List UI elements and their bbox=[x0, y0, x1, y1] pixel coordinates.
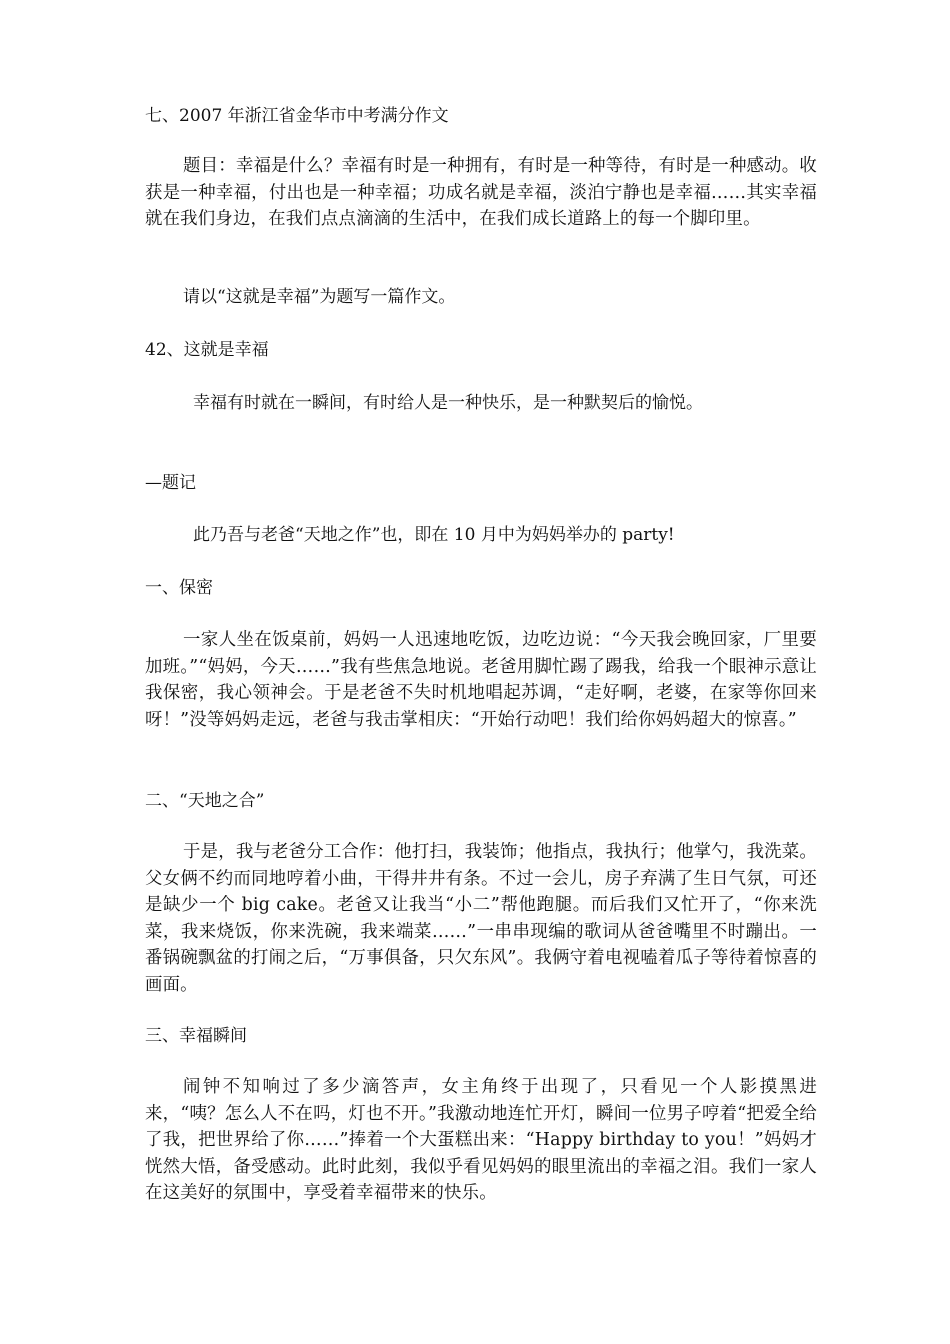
intro-line: 此乃吾与老爸“天地之作”也，即在 10 月中为妈妈举办的 party! bbox=[193, 525, 675, 545]
essay-title: 42、这就是幸福 bbox=[145, 340, 269, 360]
section-title: 七、2007 年浙江省金华市中考满分作文 bbox=[145, 106, 449, 126]
epigraph-label: —题记 bbox=[145, 473, 196, 493]
prompt-paragraph: 题目：幸福是什么？幸福有时是一种拥有，有时是一种等待，有时是一种感动。收获是一种幸福，付出也是一种幸福；功成名就是幸福，淡泊宁静也是幸福……其实幸福就在我们身边，在我们点点滴滴的生活中，在我们成长道路上的每一个脚印里。 bbox=[145, 156, 817, 229]
section-2-paragraph: 于是，我与老爸分工合作：他打扫，我装饰；他指点，我执行；他掌勺，我洗菜。父女俩不约而同地哼着小曲，干得井井有条。不过一会儿，房子弃满了生日气氛，可还是缺少一个 big cake。老爸又让我当“小二”帮他跑腿。而后我们又忙开了，“你来洗菜，我来烧饭，你来洗碗，我来端菜……”一串串现编的歌词从爸爸嘴里不时蹦出。一番锅碗飘盆的打闹之后，“万事俱备，只欠东风”。我俩守着电视嗑着瓜子等待着惊喜的画面。 bbox=[145, 842, 817, 995]
section-2-heading: 二、“天地之合” bbox=[145, 791, 265, 811]
writing-instruction: 请以“这就是幸福”为题写一篇作文。 bbox=[183, 287, 456, 307]
section-1-heading: 一、保密 bbox=[145, 578, 213, 598]
section-1-paragraph: 一家人坐在饭桌前，妈妈一人迅速地吃饭，边吃边说：“今天我会晚回家，厂里要加班。”“妈妈，今天……”我有些焦急地说。老爸用脚忙踢了踢我，给我一个眼神示意让我保密，我心领神会。于是老爸不失时机地唱起苏调，“走好啊，老婆，在家等你回来呀！”没等妈妈走远，老爸与我击掌相庆：“开始行动吧！我们给你妈妈超大的惊喜。” bbox=[145, 630, 817, 730]
section-3-heading: 三、幸福瞬间 bbox=[145, 1026, 247, 1046]
epigraph: 幸福有时就在一瞬间，有时给人是一种快乐，是一种默契后的愉悦。 bbox=[193, 393, 703, 413]
section-3-paragraph: 闹钟不知响过了多少滴答声，女主角终于出现了，只看见一个人影摸黑进来，“咦？怎么人不在吗，灯也不开。”我激动地连忙开灯，瞬间一位男子哼着“把爱全给了我，把世界给了你……”捧着一个大蛋糕出来：“Happy birthday to you！”妈妈才恍然大悟，备受感动。此时此刻，我似乎看见妈妈的眼里流出的幸福之泪。我们一家人在这美好的氛围中，享受着幸福带来的快乐。 bbox=[145, 1077, 817, 1203]
